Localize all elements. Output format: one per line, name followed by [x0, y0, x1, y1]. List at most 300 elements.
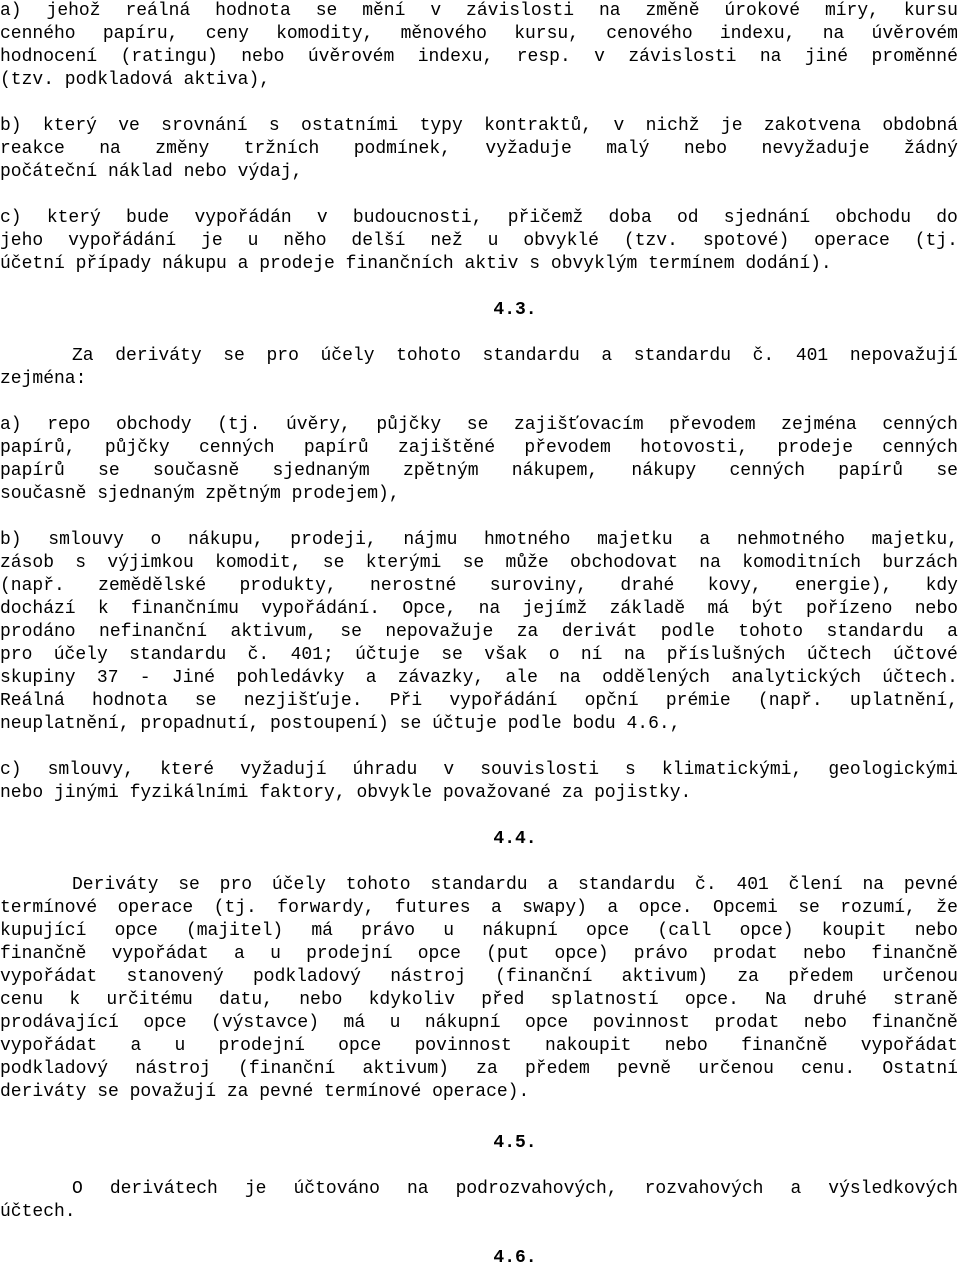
- word: v: [594, 47, 605, 67]
- text-line: [0, 46, 958, 69]
- word: se: [340, 622, 362, 642]
- word: podkladový: [252, 967, 361, 987]
- word: dochází: [0, 599, 76, 619]
- word: pohledávky: [236, 668, 345, 688]
- word: účtuje: [355, 645, 420, 665]
- word: 37: [96, 668, 119, 688]
- word: klimatickými,: [661, 760, 803, 780]
- word: je: [201, 231, 223, 251]
- word: opce.: [684, 990, 739, 1010]
- word: geologickými: [828, 760, 958, 780]
- word: hodnocení: [0, 47, 98, 67]
- word: zásob: [0, 553, 55, 573]
- word: změně: [645, 1, 700, 21]
- word: zakotvena: [763, 116, 862, 136]
- word: nebo: [803, 1013, 847, 1033]
- word: kovy,: [707, 576, 762, 596]
- section-heading-4-6: 4.6.: [493, 1248, 537, 1266]
- word: energie),: [795, 576, 893, 596]
- word: Reálná: [0, 691, 65, 711]
- word: cenných: [729, 461, 806, 481]
- word: drahé: [620, 576, 675, 596]
- text-line: deriváty se považují za pevné termínové operace).: [0, 1082, 530, 1102]
- word: b): [0, 116, 22, 136]
- text-line: současně sjednaným zpětným prodejem),: [0, 484, 400, 504]
- word: nebo: [803, 944, 847, 964]
- word: a: [547, 875, 559, 895]
- word: má: [343, 1013, 366, 1033]
- word: prodáno: [0, 622, 76, 642]
- word: swapy): [522, 898, 587, 918]
- text-line: [0, 598, 958, 621]
- word: Opce,: [402, 599, 457, 619]
- word: jeho: [0, 231, 44, 251]
- word: cenného: [0, 24, 76, 44]
- word: základě: [609, 599, 686, 619]
- text-line: účetní případy nákupu a prodeje finančních aktiv s obvyklým termínem dodání).: [0, 254, 832, 274]
- word: bude: [126, 208, 170, 228]
- word: kdy: [925, 576, 958, 596]
- word: c): [0, 208, 22, 228]
- text-line: [0, 0, 958, 23]
- word: papírů: [303, 438, 369, 458]
- word: opce.: [638, 898, 693, 918]
- word: nebo: [664, 1036, 708, 1056]
- word: s: [75, 553, 87, 573]
- word: standardu: [482, 346, 580, 366]
- word: standardu: [633, 346, 731, 366]
- word: úvěrovém: [307, 47, 395, 67]
- word: papírů: [838, 461, 904, 481]
- word: spotové): [702, 231, 790, 251]
- word: než: [430, 231, 463, 251]
- section-heading-4-4: 4.4.: [493, 829, 537, 849]
- word: kursu,: [514, 24, 580, 44]
- word: finančně: [0, 944, 87, 964]
- word: určenou: [698, 1059, 774, 1079]
- word: č.: [695, 875, 717, 895]
- word: příslušných: [666, 645, 786, 665]
- word: se: [936, 461, 958, 481]
- word: podmínek,: [353, 139, 451, 159]
- text-line: [0, 1058, 958, 1081]
- word: výjimkou: [107, 553, 194, 573]
- word: účely: [320, 346, 375, 366]
- word: (např.: [757, 691, 823, 711]
- word: nástroj: [390, 967, 466, 987]
- word: na: [862, 875, 885, 895]
- word: úrokové: [724, 1, 801, 21]
- word: obchodovat: [569, 553, 679, 573]
- word: opce: [114, 921, 158, 941]
- word: č.: [752, 346, 775, 366]
- word: opce: [417, 944, 461, 964]
- text-line: [0, 437, 958, 460]
- text-line: [0, 943, 958, 966]
- word: opce: [586, 921, 630, 941]
- word: Opcemi: [713, 898, 778, 918]
- word: operace: [117, 898, 194, 918]
- word: nehmotného: [736, 530, 845, 550]
- word: současně: [152, 461, 240, 481]
- word: se: [98, 461, 120, 481]
- word: k: [97, 599, 109, 619]
- word: vypořádat: [0, 1036, 98, 1056]
- word: a: [699, 530, 711, 550]
- word: Na: [765, 990, 787, 1010]
- word: žádný: [903, 139, 958, 159]
- word: vypořádat: [0, 967, 98, 987]
- word: nákupu,: [188, 530, 264, 550]
- word: (majitel): [185, 921, 284, 941]
- word: proměnné: [871, 47, 958, 67]
- word: aktivum): [621, 967, 709, 987]
- word: a: [365, 668, 377, 688]
- word: standardu: [430, 875, 528, 895]
- word: a: [601, 346, 613, 366]
- word: prodat: [714, 1013, 780, 1033]
- word: (tj.: [213, 898, 257, 918]
- word: v: [316, 208, 328, 228]
- word: se: [466, 415, 489, 435]
- word: resp.: [516, 47, 571, 67]
- word: prodejní: [218, 1036, 305, 1056]
- word: 401: [795, 346, 829, 366]
- word: s: [268, 116, 280, 136]
- text-line: neuplatnění, propadnutí, postoupení) se účtuje podle bodu 4.6.,: [0, 714, 681, 734]
- word: cenu.: [801, 1059, 856, 1079]
- text-line: [0, 115, 958, 138]
- word: Jiné: [171, 668, 216, 688]
- word: ale: [505, 668, 538, 688]
- word: závislosti: [628, 47, 737, 67]
- word: nákupní: [482, 921, 558, 941]
- word: (finanční: [238, 1059, 336, 1079]
- word: v: [430, 1, 442, 21]
- word: úvěrovém: [871, 24, 958, 44]
- word: mění: [362, 1, 406, 21]
- word: (např.: [0, 576, 65, 596]
- word: (put: [486, 944, 530, 964]
- word: účely: [53, 645, 108, 665]
- text-line: [0, 575, 958, 598]
- text-line: [0, 621, 958, 644]
- word: budoucnosti,: [352, 208, 483, 228]
- word: za: [516, 622, 539, 642]
- word: reakce: [0, 139, 65, 159]
- word: nebo: [683, 139, 728, 159]
- word: hodnota: [215, 1, 291, 21]
- text-line: (tzv. podkladová aktiva),: [0, 70, 271, 90]
- word: právo: [633, 944, 688, 964]
- word: komodity,: [276, 24, 374, 44]
- word: může: [505, 553, 549, 573]
- word: za: [476, 1059, 498, 1079]
- word: smlouvy,: [47, 760, 135, 780]
- word: kontraktů,: [484, 116, 593, 136]
- word: operace: [814, 231, 890, 251]
- word: převodem: [669, 415, 756, 435]
- word: prodeje: [777, 438, 854, 458]
- word: vypořádat: [111, 944, 209, 964]
- word: nákupy: [631, 461, 697, 481]
- word: že: [936, 898, 958, 918]
- word: být: [751, 599, 784, 619]
- word: účtové: [893, 645, 958, 665]
- word: za: [737, 967, 759, 987]
- word: souvislosti: [480, 760, 600, 780]
- word: nerostné: [370, 576, 457, 596]
- word: se: [315, 1, 338, 21]
- text-line: [0, 414, 958, 437]
- word: nepovažují: [849, 346, 958, 366]
- word: ceny: [205, 24, 249, 44]
- word: nástroj: [135, 1059, 211, 1079]
- word: prodat: [712, 944, 778, 964]
- word: s: [625, 760, 636, 780]
- word: nefinanční: [99, 622, 208, 642]
- word: má: [707, 599, 730, 619]
- word: cenu: [0, 990, 44, 1010]
- word: komodit,: [215, 553, 302, 573]
- word: analytických: [731, 668, 862, 688]
- word: nákupní: [424, 1013, 501, 1033]
- word: nákupem,: [511, 461, 599, 481]
- text-line: [72, 874, 958, 897]
- word: podkladový: [0, 1059, 109, 1079]
- word: obchody: [115, 415, 192, 435]
- word: a: [490, 898, 502, 918]
- word: opční: [584, 691, 639, 711]
- word: c): [0, 760, 22, 780]
- word: nebo: [299, 990, 343, 1010]
- word: vyžaduje: [485, 139, 572, 159]
- text-line: [0, 690, 958, 713]
- word: závazky,: [397, 668, 485, 688]
- word: úvěry,: [285, 415, 351, 435]
- text-line: [0, 529, 958, 552]
- word: srovnání: [161, 116, 248, 136]
- word: nebo: [241, 47, 285, 67]
- text-line: [0, 966, 958, 989]
- word: futures: [394, 898, 471, 918]
- word: se: [441, 645, 463, 665]
- word: finančně: [741, 1036, 828, 1056]
- word: derivát: [561, 622, 638, 642]
- text-line: [0, 759, 958, 782]
- word: tohoto: [738, 622, 804, 642]
- word: termínové: [0, 898, 98, 918]
- word: straně: [893, 990, 958, 1010]
- word: výsledkových: [828, 1179, 958, 1199]
- word: Při: [389, 691, 423, 711]
- word: (ratingu): [120, 47, 218, 67]
- word: má: [311, 921, 333, 941]
- word: na: [559, 668, 581, 688]
- text-line: [0, 1012, 958, 1035]
- word: papíru,: [102, 24, 179, 44]
- word: a: [130, 1036, 142, 1056]
- word: zajištěné: [397, 438, 496, 458]
- word: stanovený: [126, 967, 224, 987]
- word: obchodu: [835, 208, 912, 228]
- text-line: [0, 667, 958, 690]
- word: k: [69, 990, 81, 1010]
- word: druhé: [812, 990, 867, 1010]
- word: u: [270, 944, 281, 964]
- word: pevně: [617, 1059, 672, 1079]
- text-line: [0, 23, 958, 46]
- word: smlouvy: [48, 530, 124, 550]
- text-line: [0, 989, 958, 1012]
- word: b): [0, 530, 22, 550]
- word: datu,: [219, 990, 274, 1010]
- word: papírů: [0, 461, 65, 481]
- word: měnového: [400, 24, 487, 44]
- word: hmotného: [484, 530, 571, 550]
- word: účtováno: [293, 1179, 380, 1199]
- word: se: [322, 553, 345, 573]
- word: o: [150, 530, 162, 550]
- word: standardu: [129, 645, 227, 665]
- word: vypořádání: [68, 231, 177, 251]
- word: kdykoliv: [368, 990, 456, 1010]
- word: v: [443, 760, 455, 780]
- word: člení: [788, 875, 843, 895]
- word: zajišťovacím: [513, 415, 644, 435]
- word: je: [244, 1179, 267, 1199]
- word: koupit: [821, 921, 887, 941]
- word: míry,: [824, 1, 879, 21]
- word: přičemž: [507, 208, 584, 228]
- word: je: [720, 116, 743, 136]
- word: obvyklé: [523, 231, 599, 251]
- word: derivátech: [109, 1179, 218, 1199]
- word: (tzv.: [623, 231, 678, 251]
- word: pro: [219, 875, 253, 895]
- word: cenných: [882, 438, 958, 458]
- word: (call: [657, 921, 712, 941]
- word: pro: [0, 645, 33, 665]
- word: ve: [118, 116, 140, 136]
- word: pevné: [903, 875, 958, 895]
- word: podrozvahových,: [455, 1179, 618, 1199]
- text-line: zejména:: [0, 369, 87, 389]
- word: do: [936, 208, 958, 228]
- word: úhradu: [352, 760, 418, 780]
- word: delší: [351, 231, 406, 251]
- word: obdobná: [882, 116, 958, 136]
- word: změny: [155, 139, 210, 159]
- word: sjednaným: [272, 461, 370, 481]
- word: účtech: [806, 645, 872, 665]
- word: nebo: [914, 921, 958, 941]
- word: však: [484, 645, 528, 665]
- text-line: [0, 644, 958, 667]
- word: povinnost: [592, 1013, 690, 1033]
- word: na: [699, 553, 721, 573]
- word: zemědělské: [98, 576, 207, 596]
- text-line: nebo jinými fyzikálními faktory, obvykle považované za pojistky.: [0, 783, 692, 803]
- word: u: [443, 921, 455, 941]
- word: závislosti: [466, 1, 575, 21]
- word: indexu,: [719, 24, 796, 44]
- word: hotovosti,: [640, 438, 749, 458]
- word: na: [478, 599, 501, 619]
- word: č.: [247, 645, 270, 665]
- word: typy: [419, 116, 463, 136]
- section-heading-4-5: 4.5.: [493, 1133, 537, 1153]
- word: doba: [608, 208, 652, 228]
- word: vypořádání: [449, 691, 558, 711]
- word: finančně: [871, 1013, 958, 1033]
- word: (finanční: [495, 967, 593, 987]
- word: na: [822, 24, 845, 44]
- word: u: [247, 231, 259, 251]
- text-line: [0, 460, 958, 483]
- word: se: [798, 898, 820, 918]
- word: sjednání: [723, 208, 811, 228]
- word: prodejní: [306, 944, 393, 964]
- word: O: [72, 1179, 83, 1199]
- word: převodem: [524, 438, 611, 458]
- word: na: [406, 1179, 429, 1199]
- word: tohoto: [396, 346, 461, 366]
- word: prodávající: [0, 1013, 119, 1033]
- word: prodeji,: [290, 530, 377, 550]
- word: deriváty: [115, 346, 202, 366]
- word: se: [178, 875, 200, 895]
- word: právo: [361, 921, 416, 941]
- word: (tj.: [217, 415, 261, 435]
- word: něho: [283, 231, 327, 251]
- word: půjčky: [376, 415, 442, 435]
- word: cenných: [198, 438, 275, 458]
- word: finančnímu: [130, 599, 239, 619]
- word: a: [790, 1179, 802, 1199]
- word: (výstavce): [211, 1013, 320, 1033]
- word: na: [759, 47, 782, 67]
- word: nevyžaduje: [761, 139, 870, 159]
- word: předem: [525, 1059, 590, 1079]
- word: uplatnění,: [849, 691, 958, 711]
- word: v: [613, 116, 625, 136]
- text-line: [0, 897, 958, 920]
- word: majetku,: [871, 530, 958, 550]
- word: které: [160, 760, 215, 780]
- word: nichž: [645, 116, 700, 136]
- word: a): [0, 415, 22, 435]
- word: vypořádat: [860, 1036, 958, 1056]
- word: reálná: [125, 1, 191, 21]
- word: před: [481, 990, 525, 1010]
- word: pro: [266, 346, 299, 366]
- word: malý: [606, 139, 650, 159]
- word: nezjišťuje.: [243, 691, 363, 711]
- text-line: [0, 552, 958, 575]
- word: u: [174, 1036, 186, 1056]
- word: suroviny,: [489, 576, 588, 596]
- text-line: [0, 138, 958, 161]
- word: jejímž: [522, 599, 588, 619]
- word: splatností: [550, 990, 659, 1010]
- word: Deriváty: [72, 875, 159, 895]
- word: tohoto: [345, 875, 411, 895]
- word: hodnota: [92, 691, 168, 711]
- text-line: počáteční náklad nebo výdaj,: [0, 162, 303, 182]
- word: jehož: [46, 1, 101, 21]
- word: oddělených: [602, 668, 711, 688]
